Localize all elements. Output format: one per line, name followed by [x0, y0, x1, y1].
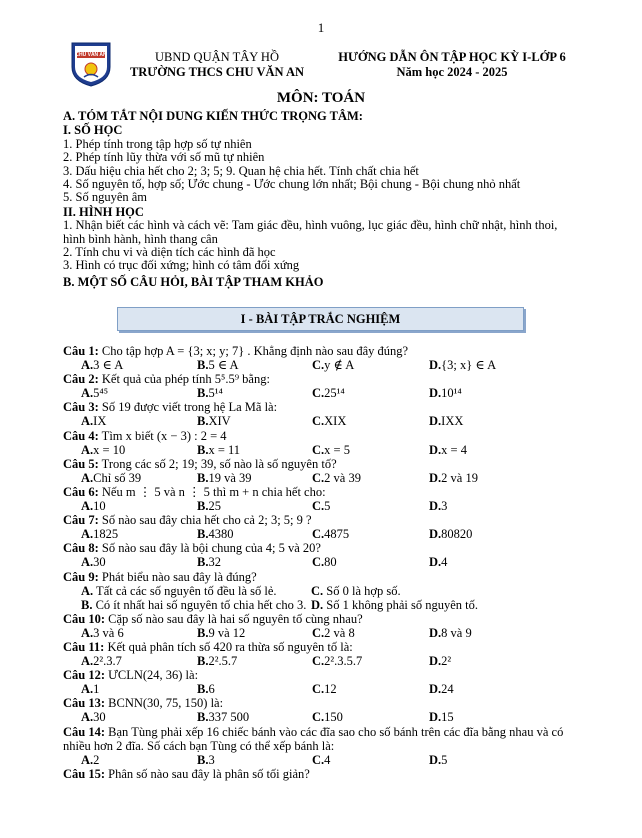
options-row: [63, 753, 593, 767]
question-body: ƯCLN(24, 36) là:: [105, 668, 199, 683]
part1-item: 1. Phép tính trong tập hợp số tự nhiên: [63, 136, 252, 151]
question-label: Câu 1:: [63, 344, 99, 358]
options-row: [63, 584, 593, 598]
question-body: Bạn Tùng phải xếp 16 chiếc bánh vào các đĩa sao cho số bánh trên các đĩa bằng nhau và có nhiều hơn 2 đĩa. Số cách bạn Tùng có thể xếp bánh là:: [63, 724, 564, 753]
question-text: [63, 457, 593, 471]
options-row: [63, 654, 593, 668]
answer-option: B.19 và 39: [197, 470, 252, 485]
options-row: [63, 527, 593, 541]
part2-heading: II. HÌNH HỌC: [63, 204, 144, 219]
answer-option: A.Chỉ số 39: [81, 470, 142, 485]
question-body: Kết quả của phép tính 5⁵.5⁹ bằng:: [98, 372, 270, 387]
school-logo: [70, 41, 112, 87]
part1-item: 2. Phép tính lũy thừa với số mũ tự nhiên: [63, 150, 265, 165]
question-body: Cho tập hợp A = {3; x; y; 7} . Khẳng định nào sau đây đúng?: [98, 344, 409, 358]
answer-option: B.32: [197, 555, 221, 570]
question-label: Câu 3:: [63, 400, 99, 415]
answer-option: A.1825: [81, 527, 119, 542]
question-body: Phân số nào sau đây là phân số tối giản?: [105, 766, 310, 781]
answer-option: A.10: [81, 499, 106, 514]
answer-option: D.{3; x} ∈ A: [429, 358, 497, 373]
question-label: Câu 5:: [63, 456, 99, 471]
answer-option: B.x = 11: [197, 442, 241, 457]
question-body: Kết quả phân tích số 420 ra thừa số nguyên tố là:: [104, 639, 353, 654]
subject-title: MÔN: TOÁN: [276, 90, 366, 106]
question-body: Số nào sau đây chia hết cho cả 2; 3; 5; 9 ?: [98, 513, 312, 528]
answer-option: B. Có ít nhất hai số nguyên tố chia hết cho 3.: [81, 597, 307, 612]
part1-item: 5. Số nguyên âm: [63, 190, 148, 205]
answer-option: C.2 và 8: [312, 625, 355, 640]
section-b-heading: B. MỘT SỐ CÂU HỎI, BÀI TẬP THAM KHẢO: [63, 274, 324, 289]
school-year: Năm học 2024 - 2025: [396, 65, 508, 79]
answer-option: B.5¹⁴: [197, 386, 223, 401]
header-right: [322, 50, 582, 80]
question-body: Trong các số 2; 19; 39, số nào là số nguyên tố?: [98, 456, 337, 471]
header-left: [112, 50, 322, 80]
section-a-heading: A. TÓM TẮT NỘI DUNG KIẾN THỨC TRỌNG TÂM:: [63, 109, 363, 123]
answer-option: B.3: [197, 752, 215, 767]
answer-option: D.5: [429, 752, 448, 767]
part1-item: 4. Số nguyên tố, hợp số; Ước chung - Ước chung lớn nhất; Bội chung - Bội chung nhỏ nhất: [63, 177, 521, 192]
district-name: UBND QUẬN TÂY HỒ: [155, 50, 279, 64]
answer-option: D.24: [429, 682, 454, 697]
answer-option: A.3 ∈ A: [81, 358, 124, 373]
question-text: [63, 612, 593, 626]
answer-option: D.x = 4: [429, 442, 467, 457]
question-body: Tìm x biết (x − 3) : 2 = 4: [98, 428, 227, 443]
options-row: [63, 499, 593, 513]
logo-text: CHU VĂN AN: [75, 52, 107, 58]
question-label: Câu 9:: [63, 569, 99, 584]
question-label: Câu 15:: [63, 766, 106, 781]
question-text: [63, 400, 593, 414]
multiple-choice-banner: I - BÀI TẬP TRẮC NGHIỆM: [117, 307, 524, 331]
part2-item: 2. Tính chu vi và diện tích các hình đã học: [63, 245, 276, 260]
question-body: Số 19 được viết trong hệ La Mã là:: [98, 400, 278, 415]
question-text: [63, 696, 593, 710]
answer-option: A.5⁴⁵: [81, 386, 109, 401]
part2-item: 3. Hình có trục đối xứng; hình có tâm đối xứng: [63, 258, 300, 273]
answer-option: C.4875: [312, 527, 350, 542]
question-body: Phát biểu nào sau đây là đúng?: [98, 569, 257, 584]
question-label: Câu 12:: [63, 668, 106, 683]
answer-option: C.2 và 39: [312, 470, 361, 485]
question-label: Câu 6:: [63, 484, 99, 499]
answer-option: C.2².3.5.7: [312, 654, 363, 669]
answer-option: A.30: [81, 710, 106, 725]
question-label: Câu 14:: [63, 724, 106, 739]
question-text: [63, 372, 593, 386]
question-label: Câu 8:: [63, 541, 99, 556]
question-text: [63, 767, 593, 781]
part2-item: 1. Nhận biết các hình và cách vẽ: Tam giác đều, hình vuông, lục giác đều, hình chữ nhật, hình thoi, hình bình hành, hình thang cân: [63, 218, 558, 246]
options-row: [63, 710, 593, 724]
answer-option: A.2².3.7: [81, 654, 122, 669]
answer-option: D.10¹⁴: [429, 386, 462, 401]
answer-option: A.IX: [81, 414, 107, 429]
answer-option: B.337 500: [197, 710, 250, 725]
question-text: [63, 725, 593, 753]
question-text: [63, 640, 593, 654]
question-label: Câu 11:: [63, 639, 105, 654]
answer-option: D.2 và 19: [429, 470, 478, 485]
answer-option: A.30: [81, 555, 106, 570]
answer-option: D.8 và 9: [429, 625, 472, 640]
answer-option: C.x = 5: [312, 442, 350, 457]
question-label: Câu 13:: [63, 696, 106, 711]
question-text: [63, 668, 593, 682]
question-text: [63, 570, 593, 584]
question-body: Cặp số nào sau đây là hai số nguyên tố cùng nhau?: [105, 611, 363, 626]
school-name: TRƯỜNG THCS CHU VĂN AN: [129, 65, 305, 79]
answer-option: C.80: [312, 555, 337, 570]
answer-option: D.IXX: [429, 414, 464, 429]
question-text: [63, 541, 593, 555]
answer-option: D.80820: [429, 527, 473, 542]
part1-heading: I. SỐ HỌC: [63, 123, 123, 138]
options-row: [63, 414, 593, 428]
question-list: [63, 344, 593, 781]
answer-option: C.150: [312, 710, 343, 725]
answer-option: B.5 ∈ A: [197, 358, 239, 373]
question-body: Số nào sau đây là bội chung của 4; 5 và 20?: [98, 541, 321, 556]
answer-option: B.XIV: [197, 414, 231, 429]
options-row: [63, 598, 593, 612]
answer-option: A.2: [81, 752, 100, 767]
answer-option: A.1: [81, 682, 100, 697]
options-row: [63, 471, 593, 485]
options-row: [63, 555, 593, 569]
part1-item: 3. Dấu hiệu chia hết cho 2; 3; 5; 9. Quan hệ chia hết. Tính chất chia hết: [63, 163, 419, 178]
answer-option: C. Số 0 là hợp số.: [311, 583, 401, 598]
question-text: [63, 513, 593, 527]
answer-option: B.6: [197, 682, 215, 697]
answer-option: C.XIX: [312, 414, 347, 429]
question-label: Câu 2:: [63, 372, 99, 387]
answer-option: B.4380: [197, 527, 234, 542]
question-text: [63, 344, 593, 358]
options-row: [63, 386, 593, 400]
question-body: BCNN(30, 75, 150) là:: [105, 696, 224, 711]
answer-option: C.12: [312, 682, 337, 697]
answer-option: A. Tất cả các số nguyên tố đều là số lẻ.: [81, 583, 277, 598]
question-text: [63, 429, 593, 443]
options-row: [63, 682, 593, 696]
answer-option: C.25¹⁴: [312, 386, 345, 401]
answer-option: D.4: [429, 555, 448, 570]
answer-option: C.4: [312, 752, 331, 767]
answer-option: D.3: [429, 499, 448, 514]
answer-option: D. Số 1 không phải số nguyên tố.: [311, 597, 479, 612]
question-body: Nếu m ⋮ 5 và n ⋮ 5 thì m + n chia hết cho:: [98, 484, 326, 499]
answer-option: C.y ∉ A: [312, 358, 355, 373]
answer-option: C.5: [312, 499, 331, 514]
answer-option: D.2²: [429, 654, 452, 669]
answer-option: B.2².5.7: [197, 654, 238, 669]
answer-option: D.15: [429, 710, 454, 725]
document-title: HƯỚNG DẪN ÔN TẬP HỌC KỲ I-LỚP 6: [338, 50, 566, 64]
answer-option: A.x = 10: [81, 442, 126, 457]
question-label: Câu 7:: [63, 513, 99, 528]
options-row: [63, 443, 593, 457]
question-text: [63, 485, 593, 499]
options-row: [63, 358, 593, 372]
summary-section: [63, 110, 583, 289]
question-label: Câu 4:: [63, 428, 99, 443]
answer-option: B.9 và 12: [197, 625, 246, 640]
page-number: 1: [317, 20, 325, 35]
answer-option: B.25: [197, 499, 221, 514]
answer-option: A.3 và 6: [81, 625, 124, 640]
question-label: Câu 10:: [63, 611, 106, 626]
options-row: [63, 626, 593, 640]
